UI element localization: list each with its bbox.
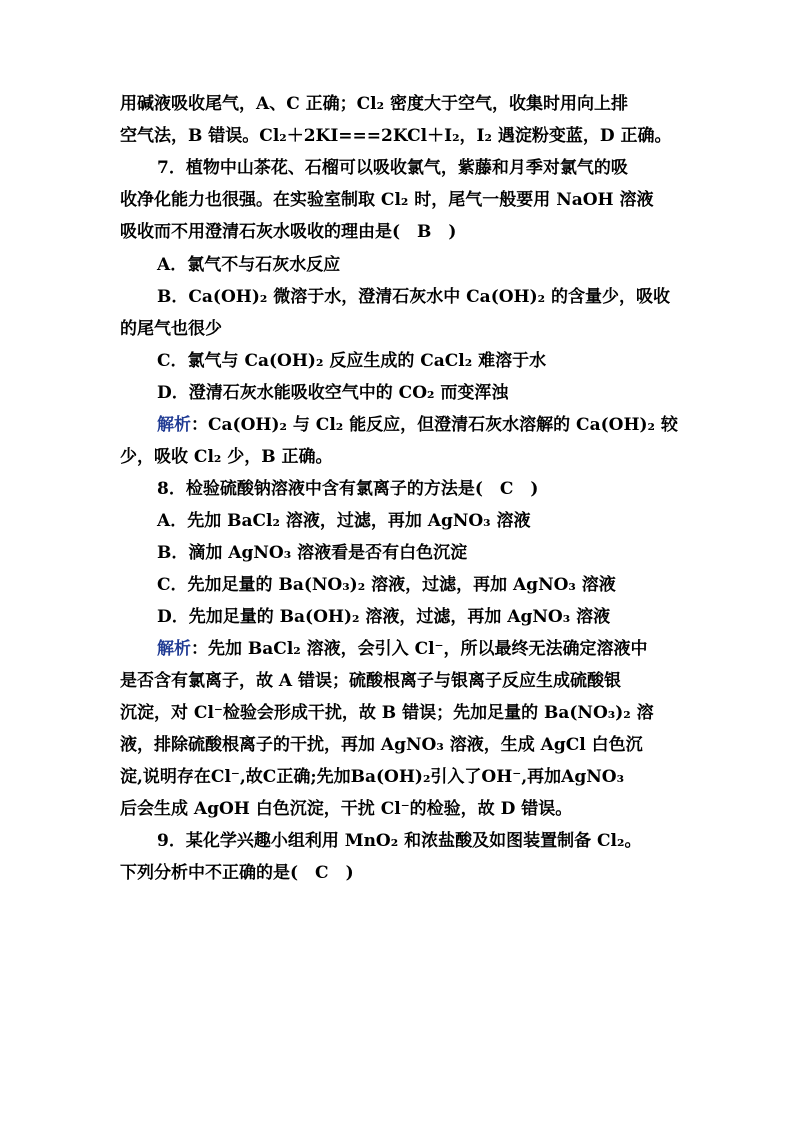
option-a: A．先加 BaCl₂ 溶液，过滤，再加 AgNO₃ 溶液 [157, 511, 531, 531]
analysis-line [157, 413, 678, 437]
text-line: 沉淀，对 Cl⁻检验会形成干扰，故 B 错误；先加足量的 Ba(NO₃)₂ 溶 [120, 703, 654, 723]
text-line: 少，吸收 Cl₂ 少，B 正确。 [120, 447, 333, 467]
option-d: D．澄清石灰水能吸收空气中的 CO₂ 而变浑浊 [157, 383, 509, 403]
analysis-text: ：先加 BaCl₂ 溶液，会引入 Cl⁻，所以最终无法确定溶液中 [191, 639, 648, 659]
option-b: B．滴加 AgNO₃ 溶液看是否有白色沉淀 [157, 543, 468, 563]
analysis-label: 解析 [157, 415, 191, 435]
text-line: 液，排除硫酸根离子的干扰，再加 AgNO₃ 溶液，生成 AgCl 白色沉 [120, 735, 643, 755]
option-c: C．先加足量的 Ba(NO₃)₂ 溶液，过滤，再加 AgNO₃ 溶液 [157, 575, 616, 595]
option-d: D．先加足量的 Ba(OH)₂ 溶液，过滤，再加 AgNO₃ 溶液 [157, 607, 611, 627]
option-a: A．氯气不与石灰水反应 [157, 255, 341, 275]
analysis-label: 解析 [157, 639, 191, 659]
question-7-line: 7．植物中山茶花、石榴可以吸收氯气，紫藤和月季对氯气的吸 [157, 158, 628, 178]
option-c: C．氯气与 Ca(OH)₂ 反应生成的 CaCl₂ 难溶于水 [157, 351, 547, 371]
text-line: 收净化能力也很强。在实验室制取 Cl₂ 时，尾气一般要用 NaOH 溶液 [120, 190, 654, 210]
analysis-text: ：Ca(OH)₂ 与 Cl₂ 能反应，但澄清石灰水溶解的 Ca(OH)₂ 较 [191, 415, 678, 435]
text-line: 下列分析中不正确的是( C ) [120, 863, 354, 883]
text-line: 是否含有氯离子，故 A 错误；硫酸根离子与银离子反应生成硫酸银 [120, 671, 622, 691]
option-b: B．Ca(OH)₂ 微溶于水，澄清石灰水中 Ca(OH)₂ 的含量少，吸收 [157, 287, 671, 307]
text-line: 空气法，B 错误。Cl₂＋2KI===2KCl＋I₂，I₂ 遇淀粉变蓝，D 正确。 [120, 126, 672, 146]
text-line: 的尾气也很少 [120, 319, 222, 339]
question-9-line: 9．某化学兴趣小组利用 MnO₂ 和浓盐酸及如图装置制备 Cl₂。 [157, 831, 642, 851]
text-line: 用碱液吸收尾气，A、C 正确；Cl₂ 密度大于空气，收集时用向上排 [120, 94, 628, 114]
text-line: 淀,说明存在Cl⁻,故C正确;先加Ba(OH)₂引入了OH⁻,再加AgNO₃ [120, 767, 625, 787]
analysis-line [157, 637, 648, 661]
question-8-line: 8．检验硫酸钠溶液中含有氯离子的方法是( C ) [157, 479, 539, 499]
text-line: 吸收而不用澄清石灰水吸收的理由是( B ) [120, 222, 457, 242]
text-line: 后会生成 AgOH 白色沉淀，干扰 Cl⁻的检验，故 D 错误。 [120, 799, 573, 819]
